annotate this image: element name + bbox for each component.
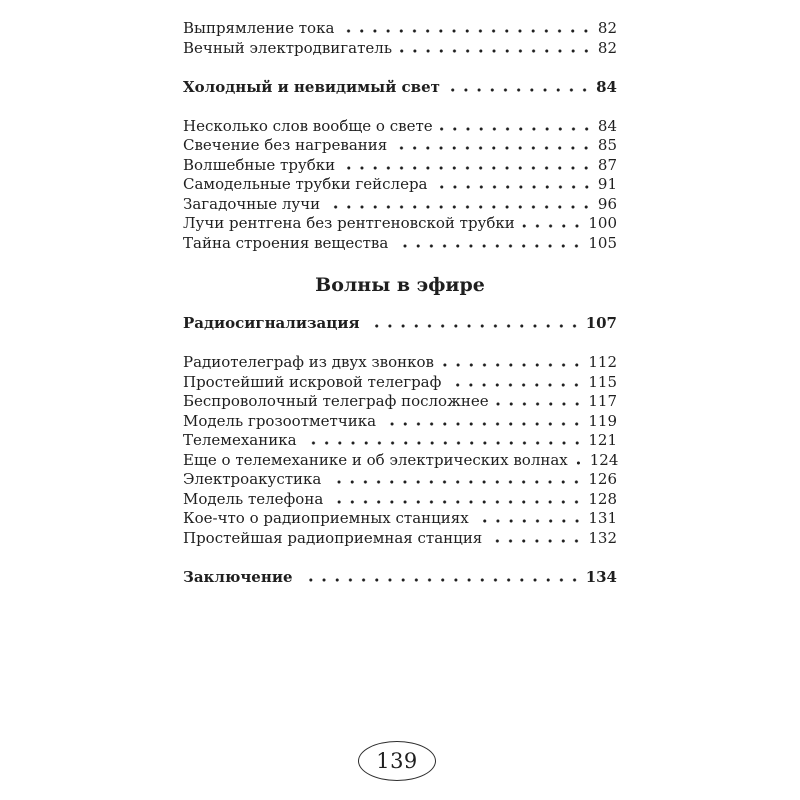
toc-entry	[183, 470, 617, 490]
toc-group	[183, 117, 617, 254]
dot-leader	[327, 205, 593, 209]
toc-group	[183, 353, 617, 548]
dot-leader	[476, 519, 584, 523]
dot-leader	[394, 146, 593, 150]
toc-entry-page: 85	[597, 136, 617, 154]
toc-entry-page: 119	[588, 411, 617, 430]
toc-entry-title: Заключение	[183, 567, 293, 586]
toc-entry	[183, 117, 617, 137]
dot-leader	[489, 539, 583, 543]
section-heading: Волны в эфире	[315, 273, 485, 296]
toc-entry-page: 84	[597, 116, 617, 135]
toc-entry	[183, 214, 617, 234]
toc-entry-page: 107	[585, 314, 617, 332]
toc-entry-title: Волшебные трубки	[183, 155, 336, 174]
dot-leader	[496, 402, 584, 406]
toc-entry-page: 132	[588, 528, 617, 547]
table-of-contents	[183, 19, 617, 587]
toc-entry-title: Выпрямление тока	[183, 19, 335, 37]
toc-entry-page: 128	[588, 489, 617, 508]
toc-entry-page: 131	[588, 509, 617, 527]
dot-leader	[383, 422, 583, 426]
toc-entry	[183, 412, 617, 432]
toc-entry-page: 124	[589, 450, 619, 469]
toc-group	[183, 568, 617, 588]
toc-entry	[183, 529, 617, 549]
dot-leader	[300, 578, 581, 582]
dot-leader	[330, 500, 583, 504]
toc-entry-title: Загадочные лучи	[183, 194, 321, 213]
toc-entry-page: 117	[588, 392, 617, 410]
toc-group	[183, 314, 617, 334]
toc-entry-page: 96	[597, 194, 617, 213]
page-number: 139	[376, 749, 418, 773]
toc-entry	[183, 314, 617, 334]
toc-entry-page: 82	[597, 19, 617, 37]
toc-entry-title: Кое-что о радиоприемных станциях	[183, 509, 469, 527]
toc-entry-page: 126	[588, 470, 617, 488]
toc-entry-page: 82	[597, 38, 617, 57]
toc-entry	[183, 353, 617, 373]
dot-leader	[399, 49, 593, 53]
toc-entry	[183, 490, 617, 510]
toc-entry-page: 100	[588, 214, 617, 232]
toc-entry-title: Радиосигнализация	[183, 314, 360, 332]
toc-entry	[183, 392, 617, 412]
toc-group	[183, 78, 617, 98]
toc-entry	[183, 431, 617, 451]
toc-entry-title: Лучи рентгена без рентгеновской трубки	[183, 214, 515, 232]
toc-entry-title: Радиотелеграф из двух звонков	[183, 353, 434, 371]
dot-leader	[328, 480, 583, 484]
toc-entry-title: Еще о телемеханике и об электрических волнах	[183, 450, 568, 469]
toc-entry-title: Холодный и невидимый свет	[183, 77, 440, 96]
toc-entry-page: 84	[596, 77, 617, 96]
toc-entry-page: 115	[588, 372, 617, 391]
page-number-badge	[358, 741, 436, 781]
dot-leader	[440, 127, 593, 131]
toc-entry	[183, 195, 617, 215]
toc-entry	[183, 78, 617, 98]
toc-entry-page: 121	[588, 431, 617, 449]
toc-entry-page: 87	[597, 155, 617, 174]
toc-entry-page: 112	[588, 353, 617, 371]
toc-entry	[183, 234, 617, 254]
toc-entry	[183, 373, 617, 393]
toc-entry-title: Свечение без нагревания	[183, 136, 388, 154]
dot-leader	[341, 29, 593, 33]
toc-entry	[183, 509, 617, 529]
toc-entry	[183, 175, 617, 195]
dot-leader	[575, 461, 585, 465]
toc-group	[183, 19, 617, 58]
toc-entry-title: Простейший искровой телеграф	[183, 372, 442, 391]
dot-leader	[447, 88, 591, 92]
toc-entry-title: Беспроволочный телеграф посложнее	[183, 392, 489, 410]
toc-entry-page: 91	[597, 175, 617, 193]
toc-entry	[183, 568, 617, 588]
toc-entry-title: Вечный электродвигатель	[183, 38, 392, 57]
toc-entry	[183, 39, 617, 59]
dot-leader	[342, 166, 593, 170]
toc-entry-page: 105	[588, 233, 617, 252]
toc-entry-title: Телемеханика	[183, 431, 297, 449]
toc-entry-title: Модель грозоотметчика	[183, 411, 377, 430]
toc-entry-page: 134	[585, 567, 617, 586]
toc-entry-title: Модель телефона	[183, 489, 324, 508]
dot-leader	[435, 185, 593, 189]
dot-leader	[395, 244, 583, 248]
dot-leader	[441, 363, 583, 367]
toc-entry-title: Несколько слов вообще о свете	[183, 116, 433, 135]
dot-leader	[448, 383, 583, 387]
toc-entry	[183, 451, 617, 471]
toc-entry	[183, 156, 617, 176]
dot-leader	[367, 324, 581, 328]
toc-entry-title: Самодельные трубки гейслера	[183, 175, 428, 193]
dot-leader	[522, 224, 584, 228]
toc-entry-title: Электроакустика	[183, 470, 322, 488]
toc-entry-title: Простейшая радиоприемная станция	[183, 528, 483, 547]
dot-leader	[304, 441, 584, 445]
toc-entry	[183, 19, 617, 39]
toc-entry	[183, 136, 617, 156]
toc-entry-title: Тайна строения вещества	[183, 233, 389, 252]
